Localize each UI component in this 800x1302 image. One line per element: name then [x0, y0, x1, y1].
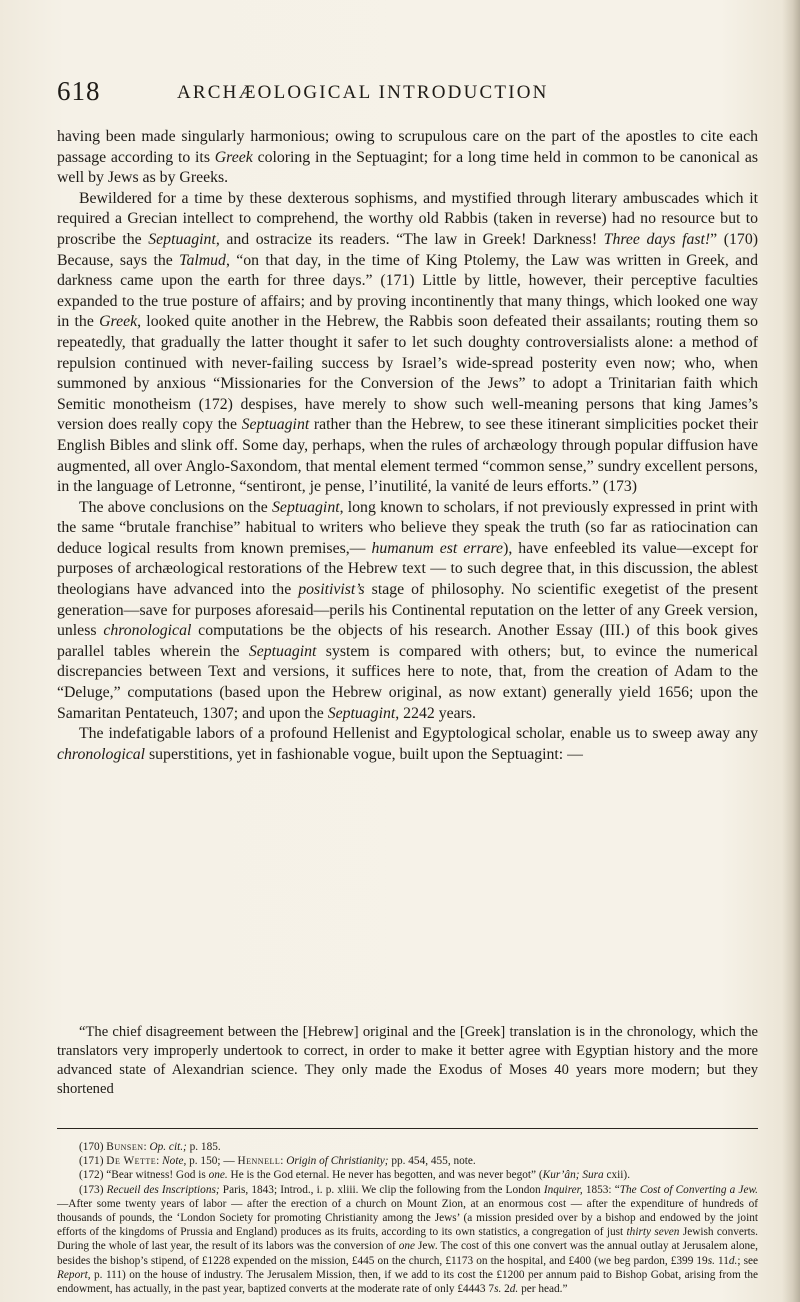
italic-run: Note,: [162, 1155, 187, 1168]
text-run: cxii).: [603, 1169, 631, 1182]
footnotes: [57, 1140, 758, 1296]
text-run: Bewildered for a time by these dexterous sophisms, and mystified through literary ambuscades which it required a Grecian intellect to comprehend, the worthy old Rabbis (taken in reverse) had no resource but to proscribe the: [57, 189, 758, 248]
text-run: 2: [501, 1283, 510, 1296]
italic-run: Origin of Christianity;: [286, 1155, 389, 1168]
text-run: coloring in the Septuagint; for a long time held in common to be canonical as well by Jews as by Greeks.: [57, 148, 758, 187]
italic-run: Septuagint: [248, 642, 317, 660]
italic-run: Septuagint: [241, 416, 310, 434]
page-number: 618: [57, 76, 101, 106]
text-run: pp. 454, 455, note.: [388, 1155, 476, 1168]
italic-run: d.: [509, 1283, 519, 1296]
italic-run: The Cost of Converting a Jew.: [619, 1183, 758, 1196]
text-run: :: [280, 1155, 287, 1168]
text-run: per head.”: [518, 1283, 568, 1296]
page-edge-shadow: [782, 0, 800, 1302]
text-run: p. 111) on the house of industry. The Jerusalem Mission, then, if we add to its cost the £1200 per annum paid to Bishop Gobat, arising from the endowment, has actually, in the past year, baptized converts at the moderate rate of only £4443 7: [57, 1268, 758, 1296]
text-run: , “on that day, in the time of King Ptolemy, the Law was written in Greek, and darkness came upon the earth for three days.” (171) Little by little, however, their perceptive faculties expanded to the true posture of affairs; and by proving incontinently that many things, which looked one way in the: [57, 251, 758, 331]
text-run: computations be the objects of his research. Another Essay (III.) of this book gives parallel tables wherein the: [57, 622, 758, 660]
text-run: system is compared with others; but, to evince the numerical discrepancies between Text and versions, it suffices here to note, that, from the creation of Adam to the “Deluge,” computations (based upon the Hebrew original, as now extant) generally yield 1656; upon the Samaritan Pentateuch, 1307; and upon the: [57, 642, 758, 722]
footnote-172: [57, 1168, 758, 1182]
page-header: [57, 76, 757, 112]
text-run: (173): [79, 1183, 107, 1196]
italic-run: Greek: [99, 313, 138, 331]
text-run: 1853: “: [582, 1183, 620, 1196]
author-name: De Wette: [106, 1155, 157, 1168]
text-run: —After some twenty years of labor — after the erection of a church on Mount Zion, at an enormous cost — after the expenditure of hundreds of thousands of pounds, the ‘London Society for promoting Christianity among the Jews’ (a mission presided over by a bishop and endowed by the joint efforts of the kingdoms of Prussia and England) produces as its fruits, according to its own statistics, a congregation of just: [57, 1197, 758, 1239]
footnote-170: [57, 1140, 758, 1154]
text-run: (170): [79, 1141, 107, 1153]
italic-run: positivist’s: [298, 581, 365, 599]
text-run: The above conclusions on the: [79, 498, 273, 516]
main-text: [57, 127, 758, 765]
text-run: The indefatigable labors of a profound Hellenist and Egyptological scholar, enable us to sweep away any: [79, 725, 758, 743]
italic-run: s.: [494, 1283, 502, 1296]
text-run: , and ostracize its readers. “The law in Greek! Darkness!: [215, 230, 604, 248]
text-run: p. 185.: [186, 1141, 221, 1153]
italic-run: Greek: [214, 148, 253, 166]
italic-run: Inquirer,: [543, 1183, 583, 1196]
text-run: p. 150; —: [186, 1155, 238, 1168]
paragraph-2: [57, 189, 758, 498]
italic-run: one: [398, 1240, 416, 1253]
text-run: 11: [714, 1254, 729, 1267]
text-run: (172) “Bear witness! God is: [79, 1169, 209, 1182]
footnote-173: [57, 1183, 758, 1297]
paragraph-4: [57, 724, 758, 765]
italic-run: Septuagint: [327, 704, 396, 722]
text-run: Paris, 1843; Introd., i. p. xliii. We clip the following from the London: [219, 1183, 544, 1196]
text-run: , long known to scholars, if not previously expressed in print with the same “brutale franchise” habitual to writers who believe they speak the truth (so far as ratiocination can deduce logical results from known premises,—: [57, 498, 758, 557]
footnote-171: [57, 1154, 758, 1168]
italic-run: Recueil des Inscriptions;: [106, 1183, 220, 1196]
text-run: :: [156, 1155, 163, 1168]
footnote-rule: [57, 1128, 758, 1129]
text-run: , 2242 years.: [395, 704, 476, 722]
italic-run: Septuagint: [148, 230, 216, 248]
text-run: rather than the Hebrew, to see these itinerant simplicities pocket their English Bibles and slink off. Some day, perhaps, when the rules of archæology through popular diffusion have augmented, all over Anglo-Saxondom, that mental element termed “common sense,” sundry excellent persons, in the language of Letronne, “sentiront, je pense, l’inutilité, la vanité de leurs efforts.” (173): [57, 416, 759, 496]
italic-run: thirty seven: [626, 1226, 680, 1239]
author-name: Bunsen: [106, 1141, 144, 1153]
text-run: :: [143, 1141, 150, 1153]
author-name: Hennell: [237, 1155, 281, 1168]
italic-run: Op. cit.;: [149, 1141, 187, 1153]
italic-run: Septuagint: [272, 498, 340, 516]
text-run: ; see: [737, 1254, 759, 1267]
block-quote: “The chief disagreement between the [Hebrew] original and the [Greek] translation is in the chronology, which the translators very improperly undertook to correct, in order to make it better agree with Egyptian history and the more advanced state of Alexandrian science. They only made the Exodus of Moses 40 years more modern; but they shortened: [57, 1024, 758, 1097]
text-run: ), have enfeebled its value—except for purposes of archæological restorations of the Hebrew text — to such degree that, in this discussion, the ablest theologians have advanced into the: [57, 539, 758, 599]
italic-run: s.: [707, 1254, 715, 1267]
text-run: superstitions, yet in fashionable vogue, built upon the Septuagint: —: [145, 745, 583, 763]
italic-run: Report,: [57, 1268, 91, 1281]
text-run: Jew. The cost of this one convert was the annual outlay at Jerusalem alone, besides the bishop’s stipend, of £1228 expended on the mission, £445 on the church, £1173 on the hospital, and £400 (we beg pardon, £399 19: [57, 1240, 758, 1267]
italic-run: d.: [728, 1254, 738, 1267]
paragraph-3: [57, 498, 758, 725]
text-run: having been made singularly harmonious; owing to scrupulous care on the part of the apostles to cite each passage according to its: [57, 128, 758, 166]
paragraph-1: [57, 127, 758, 189]
italic-run: humanum est errare: [371, 539, 504, 557]
text-run: (171): [79, 1155, 107, 1168]
text-run: Jewish converts. During the whole of last year, the result of its labors was the conversion of: [57, 1226, 759, 1253]
italic-run: Three days fast!: [603, 230, 711, 248]
text-run: stage of philosophy. No scientific exegetist of the present generation—save for purposes aforesaid—perils his Continental reputation on the letter of any Greek version, unless: [57, 581, 758, 640]
text-run: ” (170) Because, says the: [57, 230, 758, 269]
text-run: , looked quite another in the Hebrew, the Rabbis soon defeated their assailants; routing them so repeatedly, that gradually the latter thought it safer to let such doughty controversialists alone: a method of repulsion continued with never-failing success by Israel’s wide-spread posterity even now; who, when summoned by anxious “Missionaries for the Conversion of the Jews” to adopt a Trinitarian faith which Semitic monotheism (172) despises, have merely to show such well-meaning persons that king James’s version does really copy the: [57, 313, 758, 434]
italic-run: chronological: [103, 622, 192, 640]
text-run: He is the God eternal. He never has begotten, and was never begot” (: [227, 1169, 543, 1182]
running-head: ARCHÆOLOGICAL INTRODUCTION: [177, 82, 549, 103]
italic-run: Talmud: [179, 251, 226, 269]
italic-run: chronological: [57, 745, 146, 763]
italic-run: one.: [208, 1169, 228, 1182]
italic-run: Kur’ân; Sura: [542, 1169, 604, 1182]
